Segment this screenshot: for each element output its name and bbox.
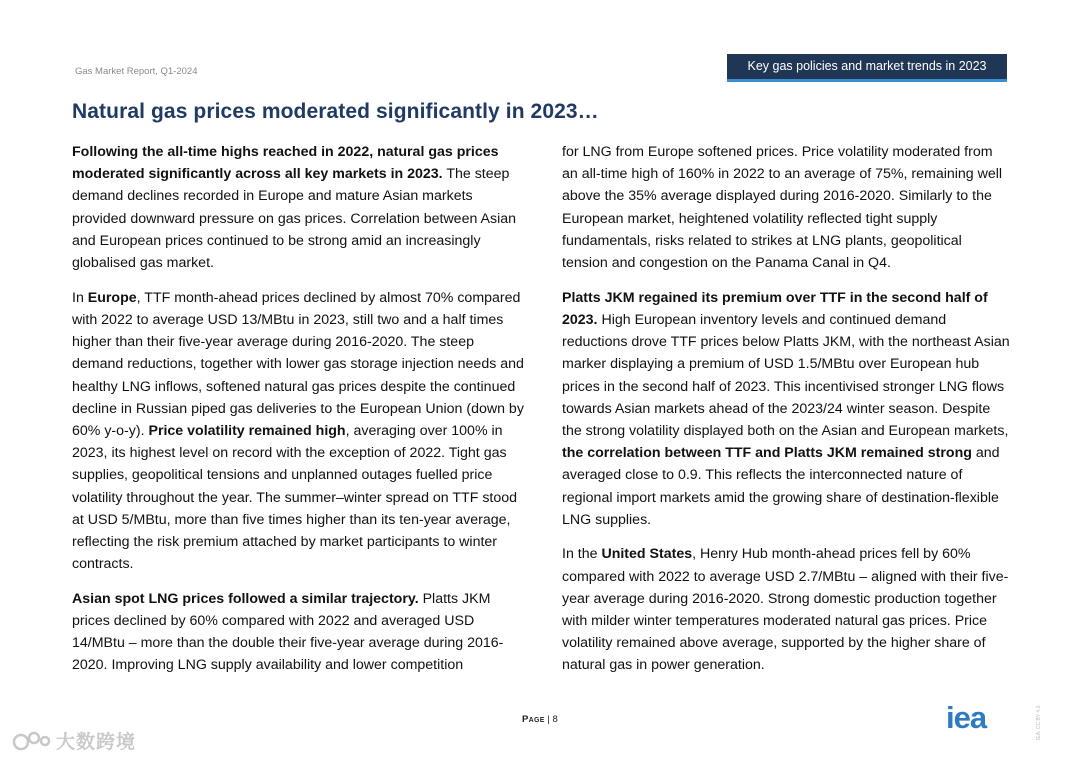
- lead-bold: Following the all-time highs reached in 2022, natural gas prices moderated significantly across all key markets in 2023.: [72, 144, 499, 183]
- page-title: Natural gas prices moderated significantly in 2023…: [72, 100, 599, 123]
- watermark: [12, 727, 136, 754]
- page-separator: |: [544, 714, 553, 725]
- paragraph-text: In the: [562, 546, 602, 563]
- paragraph-text: The steep demand declines recorded in Europe and mature Asian markets provided downward pressure on gas prices. Correlation between Asian and European prices continued to be strong amid an increasingly globalised gas market.: [72, 166, 517, 272]
- paragraph-overview: [72, 141, 524, 274]
- page-number-value: 8: [552, 714, 558, 725]
- page-number: [522, 714, 558, 725]
- us-bold: United States: [601, 546, 693, 563]
- correlation-bold: the correlation between TTF and Platts JKM remained strong: [562, 445, 972, 462]
- jkm-bold: Platts JKM regained its premium over TTF in the second half of 2023.: [562, 289, 988, 328]
- license-text: IEA. CC BY 4.0.: [1036, 704, 1042, 740]
- europe-bold: Europe: [87, 289, 137, 306]
- paragraph-europe: [72, 287, 524, 576]
- page-label: Page: [522, 714, 545, 725]
- report-name: Gas Market Report, Q1-2024: [75, 66, 198, 77]
- paragraph-jkm: [562, 287, 1010, 531]
- paragraph-text: for LNG from Europe softened prices. Price volatility moderated from an all-time high of 160% in 2022 to an average of 75%, remaining well above the 35% average displayed during 2016-2020. Similarly to the European market, heightened volatility reflected tight supply fundamentals, risks related to strikes at LNG plants, geopolitical tension and congestion on the Panama Canal in Q4.: [562, 144, 1003, 272]
- watermark-logo-icon: [12, 729, 52, 753]
- section-label: Key gas policies and market trends in 2023: [727, 54, 1007, 79]
- iea-logo: iea: [946, 700, 987, 735]
- paragraph-text: , TTF month-ahead prices declined by almost 70% compared with 2022 to average USD 13/MBtu in 2023, still two and a half times higher than their five-year average during 2016-2020. The steep demand reductions, together with lower gas storage injection needs and healthy LNG inflows, softened natural gas prices despite the continued decline in Russian piped gas deliveries to the European Union (down by 60% y-o-y).: [72, 289, 524, 439]
- paragraph-text: , Henry Hub month-ahead prices fell by 60% compared with 2022 to average USD 2.7/MBtu – aligned with their five-year average during 2016-2020. Strong domestic production together with milder winter temperatures moderated natural gas prices. Price volatility remained above average, supported by the higher share of natural gas in power generation.: [562, 546, 1009, 674]
- paragraph-asia-continued: [562, 141, 1010, 274]
- paragraph-text: High European inventory levels and continued demand reductions drove TTF prices below Platts JKM, with the northeast Asian marker displaying a premium of USD 1.5/MBtu over European hub prices in the second half of 2023. This incentivised stronger LNG flows towards Asian markets ahead of the 2023/24 winter season. Despite the strong volatility displayed both on the Asian and European markets,: [562, 311, 1010, 439]
- paragraph-text: Platts JKM prices declined by 60% compared with 2022 and averaged USD 14/MBtu – more than the double their five-year average during 2016-2020. Improving LNG supply availability and lower competition: [72, 590, 504, 674]
- paragraph-united-states: [562, 543, 1010, 676]
- right-column: [562, 141, 1010, 689]
- paragraph-text: and averaged close to 0.9. This reflects the interconnected nature of regional import markets amid the growing share of destination-flexible LNG supplies.: [562, 445, 1000, 528]
- left-column: [72, 141, 524, 689]
- paragraph-text: In: [72, 289, 88, 306]
- paragraph-text: , averaging over 100% in 2023, its highest level on record with the exception of 2022. Tight gas supplies, geopolitical tensions and unplanned outages fuelled price volatility throughout the year. The summer–winter spread on TTF stood at USD 5/MBtu, more than five times higher than its ten-year average, reflecting the risk premium attached by market participants to winter contracts.: [72, 422, 518, 573]
- watermark-text: 大数跨境: [56, 732, 137, 753]
- volatility-bold: Price volatility remained high: [148, 422, 346, 439]
- paragraph-asia: [72, 588, 524, 677]
- asia-bold: Asian spot LNG prices followed a similar trajectory.: [72, 590, 419, 607]
